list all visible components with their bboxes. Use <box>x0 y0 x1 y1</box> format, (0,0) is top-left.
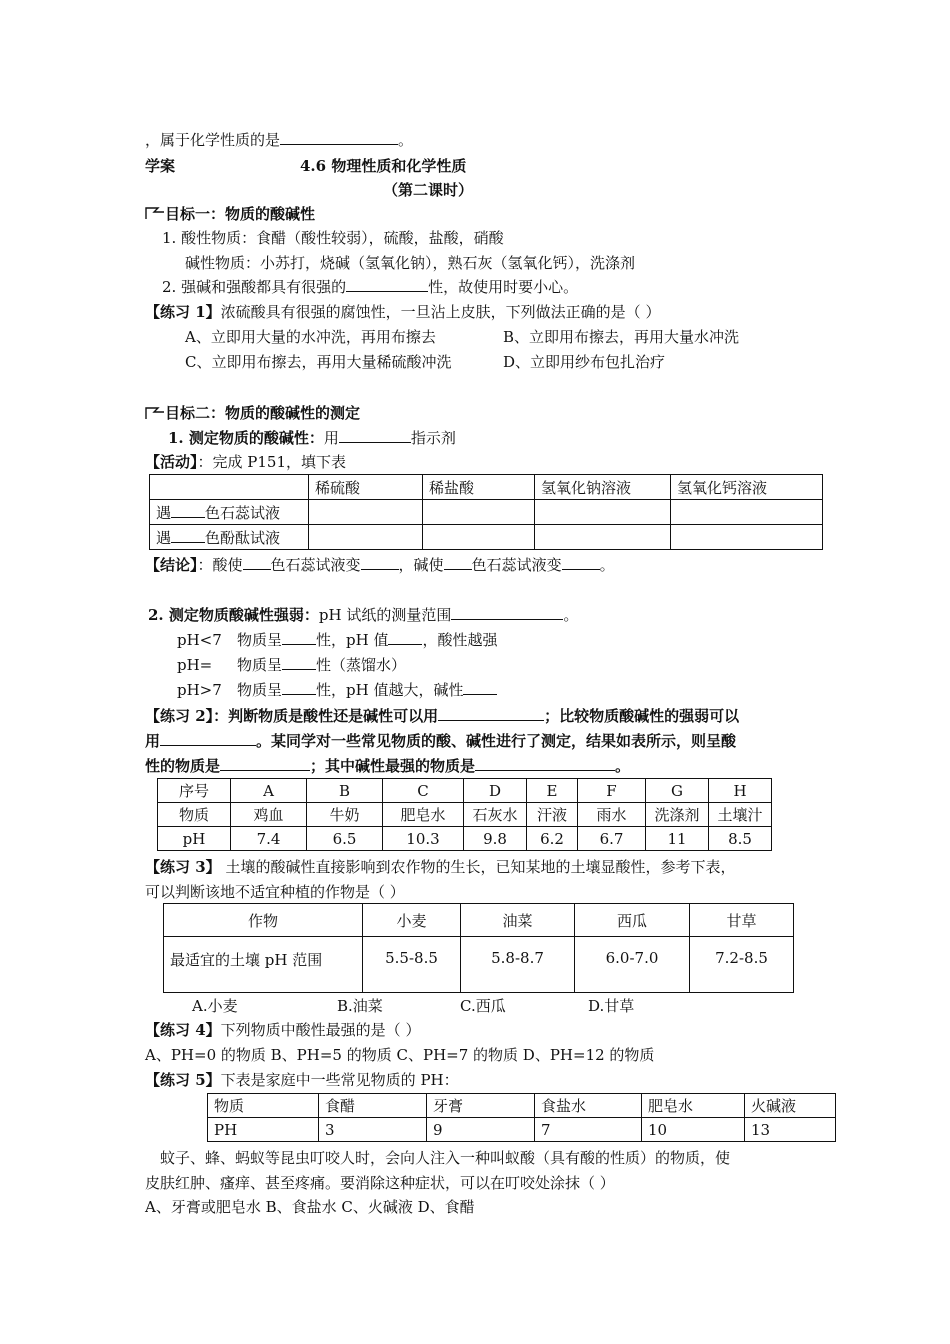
exercise1-option-d: D、立即用纱布包扎治疗 <box>503 353 666 371</box>
table-cell <box>671 525 823 550</box>
ph-neutral-b: 物质呈 <box>237 656 283 674</box>
goal2-s2c: 。 <box>563 606 579 624</box>
table-row <box>164 937 794 993</box>
table-cell: 5.5-8.5 <box>363 937 461 993</box>
row-prefix: 遇 <box>156 528 172 547</box>
exercise2-l3a: 性的物质是 <box>145 757 221 775</box>
exercise3-option-c: C.西瓜 <box>460 997 506 1015</box>
table-cell: 作物 <box>164 904 363 937</box>
exercise2-line2 <box>145 731 736 751</box>
intro-text: ，属于化学性质的是 <box>145 131 281 149</box>
exercise1-text: 浓硫酸具有很强的腐蚀性，一旦沾上皮肤，下列做法正确的是（ ） <box>220 303 661 321</box>
table-cell: 牛奶 <box>307 803 383 827</box>
table-cell: 雨水 <box>578 803 646 827</box>
blank <box>562 555 600 570</box>
table-cell: 10.3 <box>383 827 464 851</box>
exercise5-text: 下表是家庭中一些常见物质的 PH： <box>220 1071 459 1089</box>
activity-text: ：完成 P151，填下表 <box>197 453 347 471</box>
ph-base-label: pH>7 <box>177 681 222 699</box>
goal2-s1 <box>168 428 456 448</box>
conclusion-t1: ：酸使 <box>197 556 243 574</box>
table-cell: 6.0-7.0 <box>575 937 690 993</box>
table-cell: G <box>646 779 709 803</box>
exercise2-l2b: 。某同学对一些常见物质的酸、碱性进行了测定，结果如表所示，则呈酸 <box>256 732 737 750</box>
table-cell <box>309 500 423 525</box>
ph-neutral-line <box>237 655 406 675</box>
table-cell <box>535 500 671 525</box>
table-row <box>150 525 823 550</box>
table-cell: 稀盐酸 <box>423 475 535 500</box>
goal1-p1: 1. 酸性物质：食醋（酸性较弱），硫酸，盐酸，硝酸 <box>162 229 504 247</box>
table-cell: 食醋 <box>319 1094 427 1118</box>
table-cell: 洗涤剂 <box>646 803 709 827</box>
exercise3-option-d: D.甘草 <box>588 997 635 1015</box>
table-cell: 6.2 <box>527 827 578 851</box>
ph-acid-label: pH<7 <box>177 631 222 649</box>
blank <box>282 655 316 670</box>
table-cell: C <box>383 779 464 803</box>
exercise2-l3b: ；其中碱性最强的物质是 <box>310 757 476 775</box>
blank <box>160 731 256 746</box>
table-cell <box>535 525 671 550</box>
goal2-s1a: 1. 测定物质的酸碱性： <box>168 429 324 447</box>
blank <box>451 605 563 620</box>
table-row <box>208 1094 836 1118</box>
exercise1-option-b: B、立即用布擦去，再用大量水冲洗 <box>503 328 740 346</box>
goal1-title: 目标一：物质的酸碱性 <box>165 205 316 223</box>
goal2-s1c: 指示剂 <box>410 429 456 447</box>
goal2-s2b: pH 试纸的测量范围 <box>318 606 452 624</box>
table-cell: 8.5 <box>709 827 772 851</box>
table-cell: F <box>578 779 646 803</box>
activity-line <box>145 452 346 472</box>
table-row <box>150 500 823 525</box>
table-cell <box>150 525 309 550</box>
exercise1-option-c: C、立即用布擦去，再用大量稀硫酸冲洗 <box>185 353 452 371</box>
table-row <box>164 904 794 937</box>
blank <box>171 503 205 518</box>
exercise5-question <box>145 1070 459 1090</box>
table-cell: pH <box>158 827 231 851</box>
conclusion-t4: 色石蕊试液变 <box>471 556 562 574</box>
ph-acid-c: 性，pH 值 <box>316 631 389 649</box>
table-cell: 西瓜 <box>575 904 690 937</box>
page-subtitle: （第二课时） <box>383 181 474 199</box>
exercise1-label: 【练习 1】 <box>145 303 221 321</box>
exercise2-line3 <box>145 756 630 776</box>
ph-acid-line <box>237 630 497 650</box>
goal1-p2b: 性，故使用时要小心。 <box>428 278 579 296</box>
table-cell: 6.5 <box>307 827 383 851</box>
table-cell: 序号 <box>158 779 231 803</box>
page-title: 4.6 物理性质和化学性质 <box>300 157 467 175</box>
exercise5-p1: 蚊子、蜂、蚂蚁等昆虫叮咬人时，会向人注入一种叫蚁酸（具有酸的性质）的物质，使 <box>160 1149 731 1167</box>
table-cell <box>309 525 423 550</box>
row-prefix: 遇 <box>156 503 172 522</box>
table-cell: 牙膏 <box>427 1094 535 1118</box>
ph-acid-b: 物质呈 <box>237 631 283 649</box>
table-cell: B <box>307 779 383 803</box>
blank <box>282 680 316 695</box>
ph-base-line <box>237 680 497 700</box>
conclusion-label: 【结论】 <box>145 556 198 574</box>
table-cell: 7.4 <box>231 827 307 851</box>
blank <box>438 706 544 721</box>
exercise4-text: 下列物质中酸性最强的是（ ） <box>220 1021 421 1039</box>
table-cell: 6.7 <box>578 827 646 851</box>
ph-neutral-label: pH= <box>177 656 213 674</box>
table-cell <box>150 500 309 525</box>
table-cell: 10 <box>642 1118 745 1142</box>
blank <box>463 680 497 695</box>
table-cell: 肥皂水 <box>642 1094 745 1118</box>
table-cell: 氢氧化钙溶液 <box>671 475 823 500</box>
exercise3-q2: 可以判断该地不适宜种植的作物是（ ） <box>145 883 405 901</box>
table-cell: 3 <box>319 1118 427 1142</box>
table-cell: 5.8-8.7 <box>461 937 575 993</box>
goal2-s1b: 用 <box>323 429 339 447</box>
table-cell: 物质 <box>208 1094 319 1118</box>
activity-label: 【活动】 <box>145 453 198 471</box>
ph-acid-d: ，酸性越强 <box>422 631 498 649</box>
blank <box>361 555 399 570</box>
table-cell: 食盐水 <box>535 1094 642 1118</box>
table-cell: 石灰水 <box>464 803 527 827</box>
exercise5-options: A、牙膏或肥皂水 B、食盐水 C、火碱液 D、食醋 <box>145 1198 475 1216</box>
exercise2-l1b: ；比较物质酸碱性的强弱可以 <box>544 707 740 725</box>
conclusion-t5: 。 <box>599 556 615 574</box>
table-cell: 氢氧化钠溶液 <box>535 475 671 500</box>
conclusion-t3: ，碱使 <box>398 556 444 574</box>
conclusion-line <box>145 555 615 575</box>
table-cell: 13 <box>745 1118 836 1142</box>
goal2-s2a: 2. 测定物质酸碱性强弱： <box>148 606 319 624</box>
intro-end: 。 <box>398 131 414 149</box>
blank <box>243 555 271 570</box>
table-cell <box>423 500 535 525</box>
blank <box>444 555 472 570</box>
blank <box>282 630 316 645</box>
exercise3-q1: 土壤的酸碱性直接影响到农作物的生长，已知某地的土壤显酸性，参考下表， <box>220 858 736 876</box>
ph-table <box>157 778 772 851</box>
flag-icon <box>144 406 166 420</box>
table-row <box>158 779 772 803</box>
exercise2-l1a: 【练习 2】：判断物质是酸性还是碱性可以用 <box>145 707 439 725</box>
flag-icon <box>144 206 166 220</box>
exercise3-option-b: B.油菜 <box>337 997 383 1015</box>
table-cell: 11 <box>646 827 709 851</box>
table-cell: 土壤汁 <box>709 803 772 827</box>
exercise3-question <box>145 857 735 877</box>
goal2-title: 目标二：物质的酸碱性的测定 <box>165 404 361 422</box>
exercise2-l2a: 用 <box>145 732 161 750</box>
blank <box>475 756 615 771</box>
table-cell: 最适宜的土壤 pH 范围 <box>164 937 363 993</box>
table-cell: 油菜 <box>461 904 575 937</box>
row-suffix: 色酚酞试液 <box>205 528 281 547</box>
exercise1-option-a: A、立即用大量的水冲洗，再用布擦去 <box>185 328 436 346</box>
exercise5-p2: 皮肤红肿、瘙痒、甚至疼痛。要消除这种症状，可以在叮咬处涂抹（ ） <box>145 1174 615 1192</box>
table-cell: 火碱液 <box>745 1094 836 1118</box>
table-row <box>150 475 823 500</box>
indicator-table <box>149 474 823 550</box>
header-label: 学案 <box>145 157 176 175</box>
goal1-p1b: 碱性物质：小苏打，烧碱（氢氧化钠），熟石灰（氢氧化钙），洗涤剂 <box>185 254 636 272</box>
crop-table <box>163 903 794 993</box>
goal2-s2 <box>148 605 578 625</box>
exercise2-l3c: 。 <box>615 757 631 775</box>
table-cell: 鸡血 <box>231 803 307 827</box>
table-row <box>158 827 772 851</box>
exercise2-line1 <box>145 706 739 726</box>
blank <box>171 528 205 543</box>
table-cell: 7.2-8.5 <box>690 937 794 993</box>
goal1-p2 <box>162 277 578 297</box>
blank <box>220 756 310 771</box>
household-ph-table <box>207 1093 836 1142</box>
table-cell: 汗液 <box>527 803 578 827</box>
table-cell: D <box>464 779 527 803</box>
ph-base-c: 性，pH 值越大，碱性 <box>316 681 464 699</box>
table-row <box>158 803 772 827</box>
intro-line <box>145 130 413 150</box>
table-cell: H <box>709 779 772 803</box>
table-cell <box>423 525 535 550</box>
table-cell: 小麦 <box>363 904 461 937</box>
table-cell: 7 <box>535 1118 642 1142</box>
table-cell: 9 <box>427 1118 535 1142</box>
conclusion-t2: 色石蕊试液变 <box>270 556 361 574</box>
exercise4-label: 【练习 4】 <box>145 1021 221 1039</box>
blank <box>346 277 428 292</box>
ph-base-b: 物质呈 <box>237 681 283 699</box>
exercise4-options: A、PH=0 的物质 B、PH=5 的物质 C、PH=7 的物质 D、PH=12 的物质 <box>145 1046 655 1064</box>
exercise4-question <box>145 1020 420 1040</box>
ph-neutral-c: 性（蒸馏水） <box>316 656 407 674</box>
table-cell <box>150 475 309 500</box>
blank <box>388 630 422 645</box>
table-cell: 稀硫酸 <box>309 475 423 500</box>
table-cell: E <box>527 779 578 803</box>
exercise3-label: 【练习 3】 <box>145 858 221 876</box>
blank <box>339 428 411 443</box>
exercise3-option-a: A.小麦 <box>192 997 238 1015</box>
table-cell: 物质 <box>158 803 231 827</box>
exercise1-question <box>145 302 660 322</box>
table-cell: 9.8 <box>464 827 527 851</box>
table-row <box>208 1118 836 1142</box>
row-suffix: 色石蕊试液 <box>205 503 281 522</box>
table-cell: PH <box>208 1118 319 1142</box>
table-cell: 甘草 <box>690 904 794 937</box>
exercise5-label: 【练习 5】 <box>145 1071 221 1089</box>
table-cell <box>671 500 823 525</box>
table-cell: A <box>231 779 307 803</box>
goal1-p2a: 2. 强碱和强酸都具有很强的 <box>162 278 347 296</box>
table-cell: 肥皂水 <box>383 803 464 827</box>
blank <box>280 130 398 145</box>
